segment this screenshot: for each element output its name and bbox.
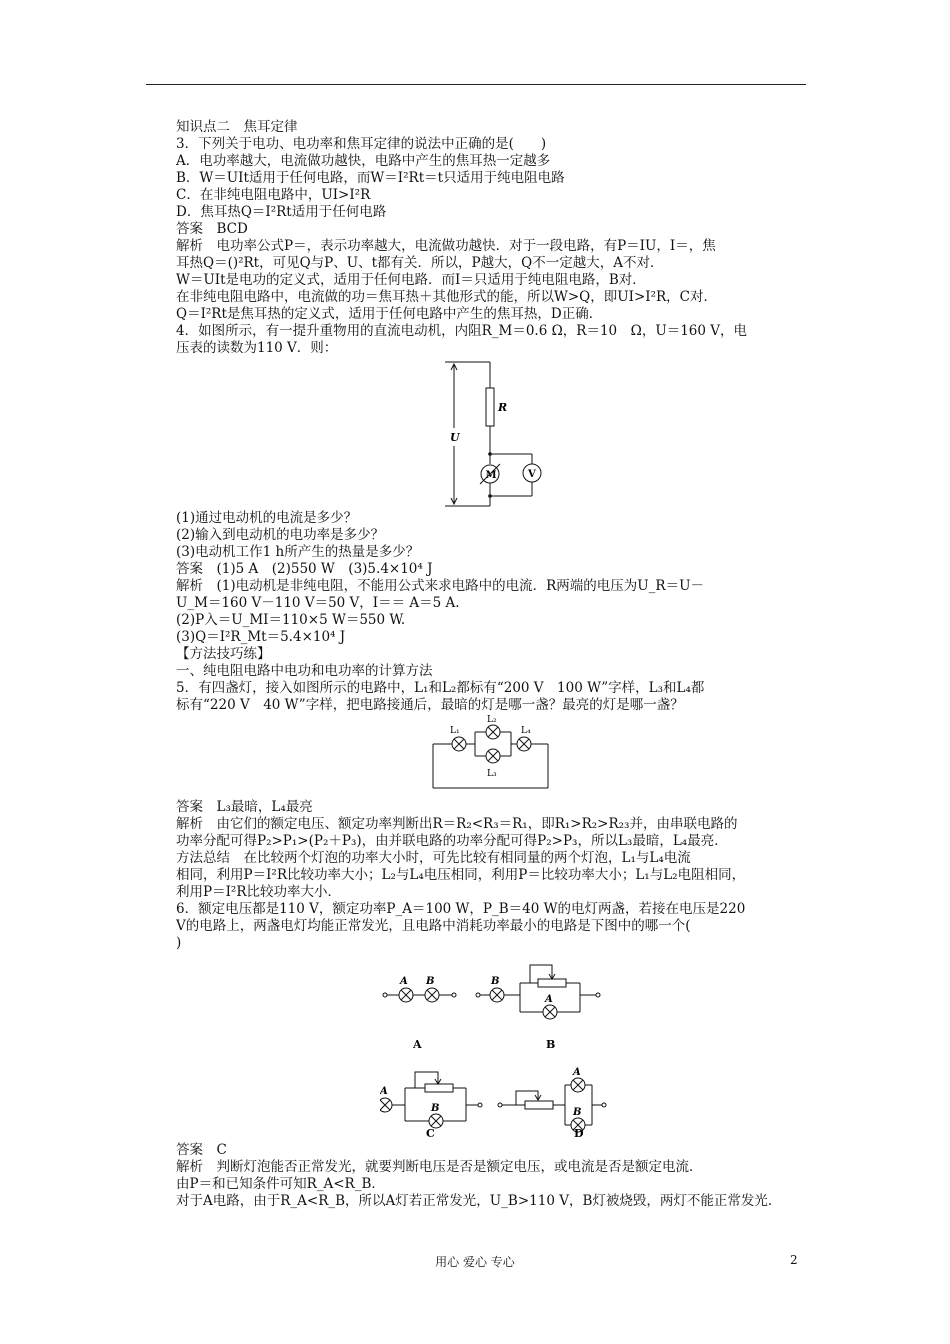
analysis-4-line-3: (2)P入＝U_MI＝110×5 W＝550 W.	[176, 612, 406, 628]
option-a-lamp-b-label: B	[426, 976, 435, 987]
question-4-line-1: 4．如图所示，有一提升重物用的直流电动机，内阻R_M＝0.6 Ω，R＝10 Ω，U＝160 V，电	[176, 323, 748, 339]
lamp-l2-label: L₂	[487, 715, 497, 725]
lamp-l4-label: L₄	[521, 726, 531, 736]
analysis-5-line-2: 功率分配可得P₂>P₁>(P₂＋P₃)，由并联电路的功率分配可得P₂>P₃，所以L₃最暗，L₄最亮．	[176, 833, 728, 849]
option-a: A．电功率越大，电流做功越快，电路中产生的焦耳热一定越多	[176, 153, 551, 169]
question-5-line-1: 5．有四盏灯，接入如图所示的电路中，L₁和L₂都标有“200 V 100 W”字样，L₃和L₄都	[176, 680, 705, 696]
summary-line-3: 利用P＝I²R比较功率大小．	[176, 884, 341, 900]
analysis-4-line-4: (3)Q＝I²R_Mt＝5.4×10⁴ J	[176, 629, 346, 645]
option-c-lamp-b-label: B	[431, 1103, 440, 1114]
method-section-title: 【方法技巧练】	[176, 646, 271, 662]
answer-3: 答案 BCD	[176, 221, 248, 237]
question-5-line-2: 标有“220 V 40 W”字样，把电路接通后，最暗的灯是哪一盏？最亮的灯是哪一盏？	[176, 697, 684, 713]
option-b-lamp-a-label: A	[545, 994, 553, 1005]
motor-label: M	[485, 470, 497, 481]
summary-line-1: 方法总结 在比较两个灯泡的功率大小时，可先比较有相同量的两个灯泡，L₁与L₄电流	[176, 850, 691, 866]
question-6-line-3: )	[176, 935, 182, 951]
option-d-lamp-a-label: A	[573, 1067, 581, 1078]
question-4-part-1: (1)通过电动机的电流是多少？	[176, 510, 358, 526]
option-c-lamp-a-label: A	[380, 1086, 388, 1097]
method-subtitle: 一、纯电阻电路中电功和电功率的计算方法	[176, 663, 433, 679]
header-rule	[146, 84, 806, 85]
page-number: 2	[790, 1253, 798, 1267]
analysis-4-line-2: U_M＝160 V－110 V＝50 V，I＝＝ A＝5 A.	[176, 595, 460, 611]
motor-circuit-diagram	[440, 356, 560, 511]
caption-b: B	[546, 1038, 556, 1051]
answer-5: 答案 L₃最暗，L₄最亮	[176, 799, 313, 815]
four-lamp-circuit-diagram	[425, 712, 555, 796]
lamp-l1-label: L₁	[450, 726, 460, 736]
voltage-label: U	[450, 431, 460, 444]
question-3: 3．下列关于电功、电功率和焦耳定律的说法中正确的是( )	[176, 136, 547, 152]
question-6-line-2: V的电路上，两盏电灯均能正常发光，且电路中消耗功率最小的电路是下图中的哪一个(	[176, 918, 691, 934]
answer-4: 答案 (1)5 A (2)550 W (3)5.4×10⁴ J	[176, 561, 433, 577]
question-4-line-2: 压表的读数为110 V．则：	[176, 340, 338, 356]
analysis-3-line-4: 在非纯电阻电路中，电流做的功＝焦耳热＋其他形式的能，所以W>Q，即UI>I²R，C对．	[176, 289, 718, 305]
four-option-circuit-diagrams	[380, 955, 610, 1140]
lamp-l3-label: L₃	[487, 769, 497, 779]
section-heading: 知识点二 焦耳定律	[176, 119, 298, 135]
caption-a: A	[413, 1038, 422, 1051]
option-d: D．焦耳热Q＝I²Rt适用于任何电路	[176, 204, 387, 220]
voltmeter-label: V	[528, 469, 536, 480]
analysis-6-line-3: 对于A电路，由于R_A<R_B，所以A灯若正常发光，U_B>110 V，B灯被烧毁，两灯不能正常发光．	[176, 1193, 782, 1209]
caption-d: D	[574, 1127, 584, 1140]
question-4-part-2: (2)输入到电动机的电功率是多少？	[176, 527, 385, 543]
analysis-3-line-2: 耳热Q＝()²Rt，可见Q与P、U、t都有关．所以，P越大，Q不一定越大，A不对．	[176, 255, 664, 271]
analysis-6-line-1: 解析 判断灯泡能否正常发光，就要判断电压是否是额定电压，或电流是否是额定电流．	[176, 1159, 703, 1175]
option-c: C．在非纯电阻电路中，UI>I²R	[176, 187, 371, 203]
caption-c: C	[426, 1127, 435, 1140]
resistor-label: R	[498, 401, 508, 414]
page-footer: 用心 爱心 专心	[435, 1255, 515, 1269]
summary-line-2: 相同，利用P＝I²R比较功率大小；L₂与L₄电压相同，利用P＝比较功率大小；L₁与L₂电阻相同，	[176, 867, 746, 883]
analysis-6-line-2: 由P＝和已知条件可知R_A<R_B．	[176, 1176, 385, 1192]
analysis-3-line-1: 解析 电功率公式P＝，表示功率越大，电流做功越快．对于一段电路，有P＝IU，I＝，焦	[176, 238, 716, 254]
question-4-part-3: (3)电动机工作1 h所产生的热量是多少？	[176, 544, 420, 560]
option-d-lamp-b-label: B	[573, 1107, 582, 1118]
question-6-line-1: 6．额定电压都是110 V，额定功率P_A＝100 W，P_B＝40 W的电灯两盏，若接在电压是220	[176, 901, 746, 917]
option-b-lamp-b-label: B	[491, 976, 500, 987]
analysis-4-line-1: 解析 (1)电动机是非纯电阻，不能用公式来求电路中的电流．R两端的电压为U_R＝U－	[176, 578, 704, 594]
option-a-lamp-a-label: A	[400, 976, 408, 987]
analysis-3-line-5: Q＝I²Rt是焦耳热的定义式，适用于任何电路中产生的焦耳热，D正确．	[176, 306, 603, 322]
analysis-5-line-1: 解析 由它们的额定电压、额定功率判断出R＝R₂<R₃＝R₁，即R₁>R₂>R₂₃并，由串联电路的	[176, 816, 738, 832]
answer-6: 答案 C	[176, 1142, 227, 1158]
option-b: B．W＝UIt适用于任何电路，而W＝I²Rt＝t只适用于纯电阻电路	[176, 170, 565, 186]
analysis-3-line-3: W＝UIt是电功的定义式，适用于任何电路．而I＝只适用于纯电阻电路，B对．	[176, 272, 646, 288]
